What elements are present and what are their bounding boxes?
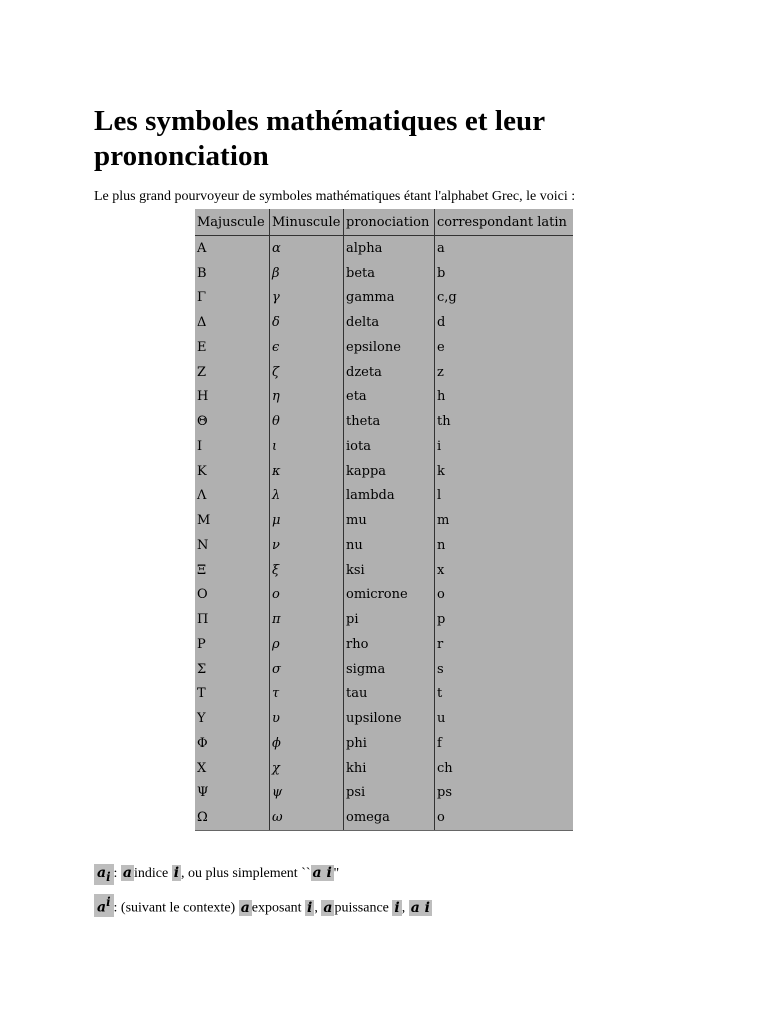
table-row (195, 459, 573, 484)
cell-majuscule: Ψ (197, 785, 209, 801)
cell-pronociation: omega (344, 805, 435, 830)
symbol-a: a (323, 899, 333, 916)
formula-text: , (314, 900, 322, 916)
cell-pronociation: lambda (344, 484, 435, 509)
cell-minuscule: σ (270, 657, 344, 682)
greek-alphabet-table (195, 209, 573, 830)
symbol-i: i (394, 899, 400, 916)
cell-pronociation: sigma (344, 657, 435, 682)
table-row (195, 409, 573, 434)
table-row (195, 434, 573, 459)
cell-minuscule: η (270, 385, 344, 410)
cell-majuscule: Κ (197, 463, 207, 479)
symbol-i: i (173, 865, 180, 881)
table-row (195, 236, 573, 261)
cell-pronociation: phi (344, 731, 435, 756)
cell-majuscule: Ι (197, 438, 203, 454)
greek-alphabet-table-container (195, 209, 573, 831)
table-row (195, 385, 573, 410)
intro-text: Le plus grand pourvoyeur de symboles mathématiques étant l'alphabet Grec, le voici : (94, 189, 576, 204)
cell-pronociation: theta (344, 409, 435, 434)
cell-minuscule: ι (270, 434, 344, 459)
formula-line-index (94, 864, 339, 885)
table-header-row (195, 209, 573, 236)
table-row (195, 781, 573, 806)
formula-text: '' (333, 866, 339, 881)
cell-minuscule: θ (270, 409, 344, 434)
cell-minuscule: ψ (270, 781, 344, 806)
table-row (195, 731, 573, 756)
cell-majuscule: Β (197, 265, 207, 281)
cell-pronociation: omicrone (344, 583, 435, 608)
cell-correspondant-latin: i (435, 434, 574, 459)
cell-minuscule: μ (270, 508, 344, 533)
cell-majuscule: Σ (197, 661, 207, 677)
table-row (195, 756, 573, 781)
cell-majuscule: Π (197, 612, 209, 628)
cell-correspondant-latin: z (435, 360, 574, 385)
header-minuscule: Minuscule (270, 209, 344, 236)
cell-pronociation: rho (344, 632, 435, 657)
formula-text: : (113, 866, 121, 881)
symbol-a: a (240, 899, 250, 916)
cell-pronociation: upsilone (344, 706, 435, 731)
cell-majuscule: Φ (197, 735, 208, 751)
cell-pronociation: kappa (344, 459, 435, 484)
cell-pronociation: delta (344, 310, 435, 335)
cell-correspondant-latin: o (435, 805, 574, 830)
symbol-a-i: a i (410, 899, 430, 916)
cell-pronociation: eta (344, 385, 435, 410)
formula-text: , ou plus simplement `` (181, 866, 311, 881)
cell-pronociation: beta (344, 261, 435, 286)
table-bottom-border (195, 830, 573, 831)
cell-correspondant-latin: m (435, 508, 574, 533)
table-row (195, 286, 573, 311)
cell-majuscule: Ν (197, 537, 209, 553)
cell-minuscule: ω (270, 805, 344, 830)
table-body (195, 236, 573, 831)
symbol-a-i: a i (312, 865, 332, 881)
cell-pronociation: epsilone (344, 335, 435, 360)
header-correspondant-latin: correspondant latin (435, 209, 574, 236)
formula-line-exponent (94, 894, 432, 917)
cell-minuscule: δ (270, 310, 344, 335)
page-title: Les symboles mathématiques et leur prononciation (94, 105, 545, 172)
cell-majuscule: Ζ (197, 364, 207, 380)
cell-minuscule: τ (270, 682, 344, 707)
cell-correspondant-latin: r (435, 632, 574, 657)
cell-minuscule: γ (270, 286, 344, 311)
cell-majuscule: Η (197, 389, 209, 405)
cell-pronociation: psi (344, 781, 435, 806)
cell-majuscule: Υ (197, 711, 206, 727)
symbol-i: i (307, 899, 313, 916)
cell-majuscule: Ε (197, 339, 207, 355)
cell-pronociation: dzeta (344, 360, 435, 385)
cell-minuscule: α (270, 236, 344, 261)
cell-correspondant-latin: p (435, 607, 574, 632)
cell-minuscule: ν (270, 533, 344, 558)
table-row (195, 706, 573, 731)
cell-correspondant-latin: a (435, 236, 574, 261)
cell-correspondant-latin: f (435, 731, 574, 756)
cell-correspondant-latin: h (435, 385, 574, 410)
cell-pronociation: ksi (344, 558, 435, 583)
cell-minuscule: ξ (270, 558, 344, 583)
formula-text: indice (133, 866, 172, 881)
cell-minuscule: π (270, 607, 344, 632)
cell-correspondant-latin: k (435, 459, 574, 484)
cell-correspondant-latin: u (435, 706, 574, 731)
cell-majuscule: Δ (197, 315, 207, 331)
table-row (195, 583, 573, 608)
header-pronociation: pronociation (344, 209, 435, 236)
table-row (195, 533, 573, 558)
cell-correspondant-latin: n (435, 533, 574, 558)
table-row (195, 261, 573, 286)
cell-correspondant-latin: e (435, 335, 574, 360)
cell-majuscule: Τ (197, 686, 206, 702)
cell-minuscule: β (270, 261, 344, 286)
cell-pronociation: tau (344, 682, 435, 707)
table-row (195, 632, 573, 657)
cell-majuscule: Λ (197, 488, 207, 504)
symbol-a: a (122, 865, 132, 881)
header-majuscule: Majuscule (195, 209, 270, 236)
cell-minuscule: ϕ (270, 731, 344, 756)
cell-pronociation: iota (344, 434, 435, 459)
cell-correspondant-latin: s (435, 657, 574, 682)
cell-majuscule: Μ (197, 513, 211, 529)
cell-correspondant-latin: th (435, 409, 574, 434)
table-row (195, 558, 573, 583)
cell-majuscule: Θ (197, 414, 208, 430)
cell-majuscule: Ξ (197, 562, 207, 578)
cell-minuscule: λ (270, 484, 344, 509)
table-row (195, 310, 573, 335)
cell-majuscule: Ρ (197, 636, 206, 652)
cell-correspondant-latin: d (435, 310, 574, 335)
table-row (195, 682, 573, 707)
cell-correspondant-latin: o (435, 583, 574, 608)
cell-minuscule: ϵ (270, 335, 344, 360)
cell-minuscule: ρ (270, 632, 344, 657)
cell-correspondant-latin: t (435, 682, 574, 707)
cell-minuscule: κ (270, 459, 344, 484)
cell-minuscule: ζ (270, 360, 344, 385)
cell-correspondant-latin: b (435, 261, 574, 286)
cell-majuscule: Ω (197, 810, 208, 826)
cell-majuscule: Ο (197, 587, 208, 603)
cell-correspondant-latin: x (435, 558, 574, 583)
cell-minuscule: o (270, 583, 344, 608)
formula-text: puissance (334, 900, 393, 916)
formula-text: , (401, 900, 409, 916)
formula-text: exposant (251, 900, 306, 916)
cell-correspondant-latin: l (435, 484, 574, 509)
cell-pronociation: pi (344, 607, 435, 632)
symbol-a-sup-i: $a^i$ (94, 894, 114, 917)
cell-minuscule: χ (270, 756, 344, 781)
table-row (195, 508, 573, 533)
formula-text: : (suivant le contexte) (113, 900, 239, 916)
table-row (195, 805, 573, 830)
table-row (195, 360, 573, 385)
cell-pronociation: nu (344, 533, 435, 558)
table-row (195, 335, 573, 360)
table-row (195, 657, 573, 682)
cell-majuscule: Χ (197, 760, 207, 776)
table-row (195, 484, 573, 509)
cell-pronociation: mu (344, 508, 435, 533)
cell-majuscule: Γ (197, 290, 207, 306)
cell-pronociation: khi (344, 756, 435, 781)
cell-correspondant-latin: ps (435, 781, 574, 806)
cell-pronociation: gamma (344, 286, 435, 311)
cell-pronociation: alpha (344, 236, 435, 261)
table-row (195, 607, 573, 632)
cell-minuscule: υ (270, 706, 344, 731)
cell-correspondant-latin: ch (435, 756, 574, 781)
symbol-a-sub-i: $a_i$ (94, 864, 114, 885)
cell-majuscule: Α (197, 240, 207, 256)
cell-correspondant-latin: c,g (435, 286, 574, 311)
